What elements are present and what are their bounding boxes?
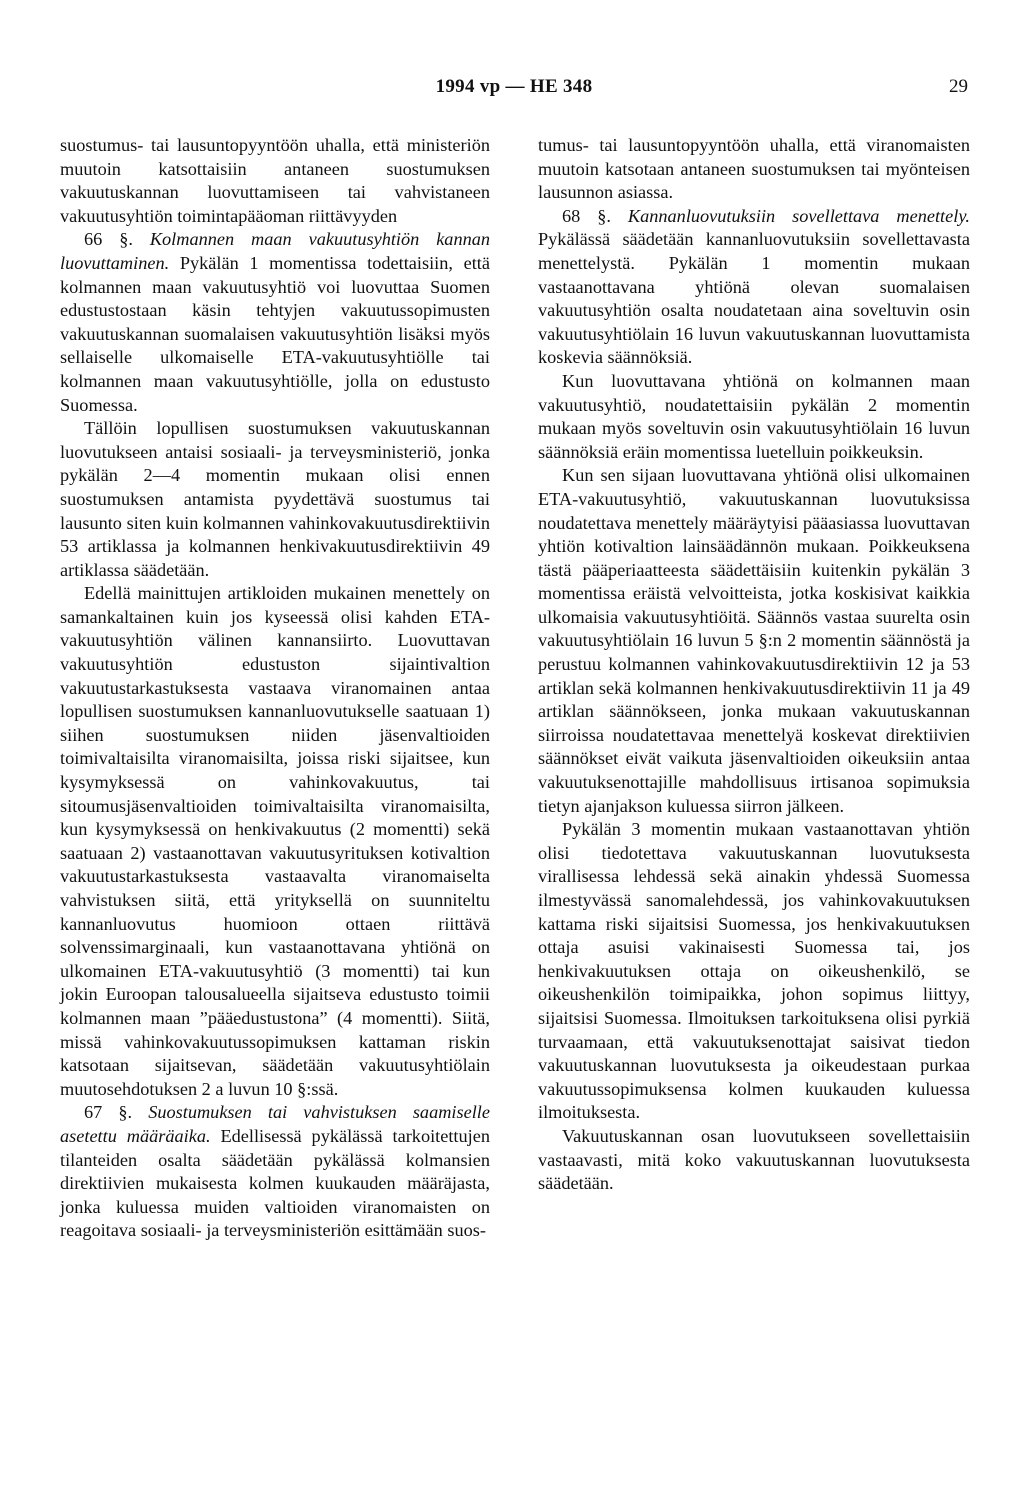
- section-heading: Suostumuksen tai vahvistuksen saamiselle asetettu määräaika.: [60, 1102, 490, 1146]
- right-column: [538, 134, 970, 1196]
- paragraph: Pykälän 3 momentin mukaan vastaanottavan yhtiön olisi tiedotettava vakuutuskannan luovutuksesta virallisessa lehdessä sekä ainakin yhdessä Suomessa ilmestyvässä sanomalehdessä, jos vahinkovakuutuksen kattama riski sijaitsisi Suomessa, jos henkivakuutuksen ottaja asuisi vakinaisesti Suomessa tai, jos henkivakuutuksen ottaja on oikeushenkilö, se oikeushenkilön toimipaikka, johon sopimus liittyy, sijaitsisi Suomessa. Ilmoituksen tarkoituksena olisi pyrkiä turvaamaan, että vakuutuksenottajat saisivat tiedon vakuutuskannan luovutuksesta ja oikeudestaan purkaa vakuutussopimuksensa kolmen kuukauden kuluessa ilmoituksesta.: [538, 819, 970, 1123]
- section-number: 68 §.: [562, 205, 611, 226]
- page-header: [60, 76, 968, 104]
- paragraph-section-68: 68 §. Kannanluovutuksiin sovellettava menettely. Pykälässä säädetään kannanluovutuksiin sovellettavasta menettelystä. Pykälän 1 momentin mukaan vastaanottavana yhtiönä olevan suomalaisen vakuutusyhtiön osalta noudatetaan aina soveltuvin osin vakuutusyhtiölain 16 luvun vakuutuskannan luovuttamista koskevia säännöksiä.: [538, 205, 971, 368]
- left-column: [60, 134, 490, 1243]
- paragraph: Edellä mainittujen artikloiden mukainen menettely on samankaltainen kuin jos kyseessä olisi kahden ETA-vakuutusyhtiön välinen kannansiirto. Luovuttavan vakuutusyhtiön edustuston sijaintivaltion vakuutustarkastuksesta vastaava viranomainen antaa lopullisen suostumuksen kannanluovutukselle saatuaan 1) siihen suostumuksen niiden jäsenvaltioiden toimivaltaisilta viranomaisilta, joissa riski sijaitsee, kun kysymyksessä on vahinkovakuutus, tai sitoumusjäsenvaltioiden toimivaltaisilta viranomaisilta, kun kysymyksessä on henkivakuutus (2 momentti) sekä saatuaan 2) vastaanottavan vakuutusyrituksen kotivaltion vakuutustarkastuksesta vastaavalta viranomaiselta vahvistuksen siitä, että yrityksellä on suunniteltu kannanluovutus huomioon ottaen riittävä solvenssimarginaali, kun vastaanottavana yhtiönä on ulkomainen ETA-vakuutusyhtiö (3 momentti) tai kun jokin Euroopan talousalueella sijaitseva edustusto toimii kolmannen maan ”pääedustustona” (4 momentti). Siitä, missä vahinkovakuutussopimuksen kattaman riskin katsotaan sijaitsevan, säädetään vakuutusyhtiölain muutosehdotuksen 2 a luvun 10 §:ssä.: [60, 583, 490, 1099]
- page-number: 29: [949, 76, 968, 97]
- section-heading: Kannanluovutuksiin sovellettava menettely.: [627, 205, 971, 226]
- paragraph: tumus- tai lausuntopyyntöön uhalla, että viranomaisten muutoin katsotaan antaneen suostumuksen tai myönteisen lausunnon asiassa.: [538, 135, 970, 203]
- paragraph: Tällöin lopullisen suostumuksen vakuutuskannan luovutukseen antaisi sosiaali- ja terveysministeriö, jonka pykälän 2—4 momentin mukaan olisi ennen suostumuksen antamista pyydettävä suostumus tai lausunto siten kuin kolmannen vahinkovakuutusdirektiivin 53 artiklassa ja kolmannen henkivakuutusdirektiivin 49 artiklassa säädetään.: [60, 418, 490, 580]
- paragraph: Kun luovuttavana yhtiönä on kolmannen maan vakuutusyhtiö, noudatettaisiin pykälän 2 momentin mukaan myös soveltuvin osin vakuutusyhtiölain 16 luvun säännöksiä eräin momentissa luetelluin poikkeuksin.: [538, 370, 970, 462]
- header-title: 1994 vp — HE 348: [435, 76, 593, 97]
- paragraph: Kun sen sijaan luovuttavana yhtiönä olisi ulkomainen ETA-vakuutusyhtiö, vakuutuskannan luovutuksissa noudatettava menettely määräytyisi pääasiassa luovuttavan yhtiön kotivaltion lainsäädännön mukaan. Poikkeuksena tästä pääperiaatteesta säädettäisiin kuitenkin pykälän 3 momentissa eräistä velvoitteista, jotka koskisivat kaikkia ulkomaisia vakuutusyhtiöitä. Säännös vastaa suurelta osin vakuutusyhtiölain 16 luvun 5 §:n 2 momentin säännöstä ja perustuu kolmannen vahinkovakuutusdirektiivin 12 ja 53 artiklan sekä kolmannen henkivakuutusdirektiivin 11 ja 49 artiklan säännökseen, jonka mukaan vakuutuskannan siirroissa noudatettavaa menettelyä koskevat direktiivien säännökset eivät vaikuta jäsenvaltioiden oikeuksiin antaa vakuutuksenottajille mahdollisuus irtisanoa sopimuksia tietyn ajanjakson kuluessa siirron jälkeen.: [538, 465, 970, 816]
- paragraph-section-66: 66 §. Kolmannen maan vakuutusyhtiön kannan luovuttaminen. Pykälän 1 momentissa todettaisiin, että kolmannen maan vakuutusyhtiö voi luovuttaa Suomen edustustostaan käsin tehtyjen vakuutussopimusten vakuutuskannan suomalaisen vakuutusyhtiön lisäksi myös sellaiselle ulkomaiselle ETA-vakuutusyhtiölle tai kolmannen maan vakuutusyhtiölle, jolla on edustusto Suomessa.: [60, 229, 491, 415]
- section-heading: Kolmannen maan vakuutusyhtiön kannan luovuttaminen.: [60, 229, 491, 273]
- paragraph-section-67: 67 §. Suostumuksen tai vahvistuksen saamiselle asetettu määräaika. Edellisessä pykälässä tarkoitettujen tilanteiden osalta säädetään pykälässä kolmansien direktiivien mukaisesta kolmen kuukauden määräjasta, jonka kuluessa muiden valtioiden viranomaisten on reagoitava sosiaali- ja terveysministeriön esittämään suos-: [60, 1102, 490, 1241]
- paragraph: Vakuutuskannan osan luovutukseen sovellettaisiin vastaavasti, mitä koko vakuutuskannan luovutuksesta säädetään.: [538, 1125, 970, 1194]
- paragraph: suostumus- tai lausuntopyyntöön uhalla, että ministeriön muutoin katsottaisiin antaneen suostumuksen vakuutuskannan luovuttamiseen tai vahvistaneen vakuutusyhtiön toimintapääoman riittävyyden: [60, 135, 490, 226]
- section-number: 66 §.: [84, 229, 133, 250]
- section-number: 67 §.: [84, 1102, 133, 1123]
